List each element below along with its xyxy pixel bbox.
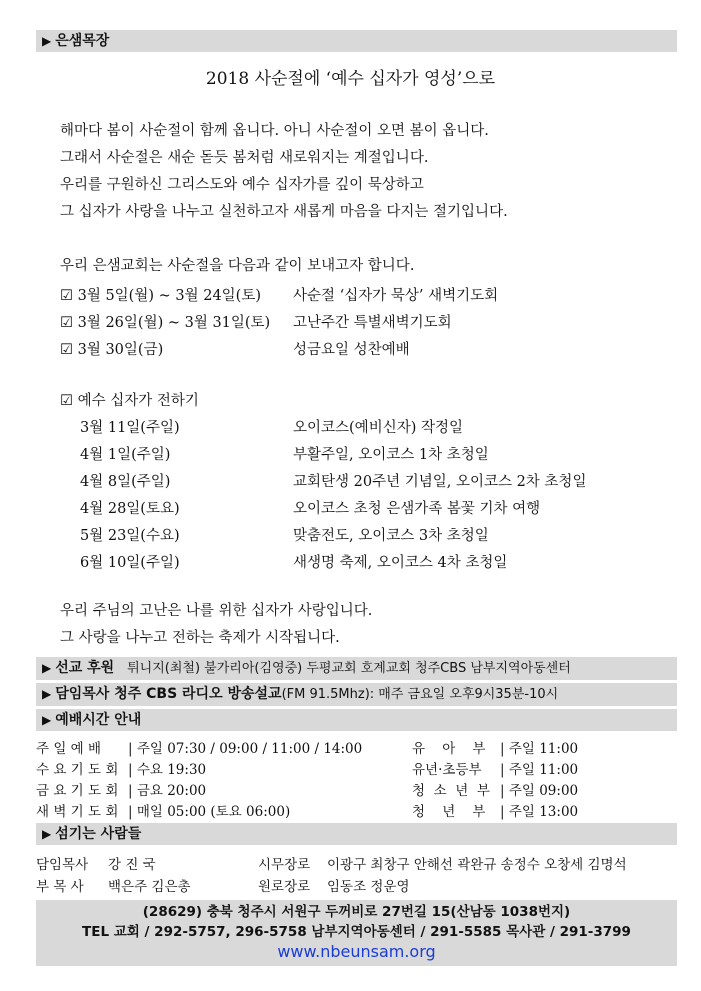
checkbox-icon: ☑ <box>60 315 73 331</box>
worship-name: 유 아 부 <box>412 741 486 757</box>
worship-time: | 수요 19:30 <box>128 762 207 778</box>
triangle-right-icon: ▶ <box>42 34 52 48</box>
triangle-right-icon: ▶ <box>42 687 52 701</box>
worship-name: 수 요 기 도 회 <box>36 762 119 778</box>
footer-address: (28629) 충북 청주시 서원구 두꺼비로 27번길 15(산남동 1038번지) <box>142 904 571 920</box>
mission-bar <box>36 657 677 680</box>
worship-name: 금 요 기 도 회 <box>36 783 119 799</box>
cross-event-desc: 오이코스(예비신자) 작정일 <box>293 420 463 436</box>
worship-time: | 주일 11:00 <box>500 741 579 757</box>
closing-line: 우리 주님의 고난은 나를 위한 십자가 사랑입니다. <box>60 603 373 619</box>
worship-label: 예배시간 안내 <box>55 712 142 728</box>
cross-event-date: 4월 1일(주일) <box>80 447 171 463</box>
footer-phones: TEL 교회 / 292-5757, 296-5758 남부지역아동센터 / 291-5585 목사관 / 291-3799 <box>82 924 631 940</box>
cross-event-date: 4월 8일(주일) <box>80 474 171 490</box>
worship-name: 유년·초등부 <box>412 762 482 778</box>
checkbox-icon: ☑ <box>60 288 73 304</box>
elder-role: 시무장로 <box>258 857 311 873</box>
server-names: 백은주 김은총 <box>108 879 191 895</box>
mission-label: 선교 후원 <box>55 660 115 676</box>
plan-item <box>60 311 270 332</box>
cross-event-date: 6월 10일(주일) <box>80 555 180 571</box>
plan-desc: 사순절 ‘십자가 묵상’ 새벽기도회 <box>293 288 499 304</box>
elder-names: 임동조 정운영 <box>327 879 410 895</box>
plan-item <box>60 284 261 305</box>
server-role: 부 목 사 <box>36 879 84 895</box>
triangle-right-icon: ▶ <box>42 713 52 727</box>
cross-event-desc: 맞춤전도, 오이코스 3차 초청일 <box>293 528 489 544</box>
worship-time: | 금요 20:00 <box>128 783 207 799</box>
triangle-right-icon: ▶ <box>42 661 52 675</box>
server-names: 강 진 국 <box>108 857 156 873</box>
plan-desc: 성금요일 성찬예배 <box>293 342 410 358</box>
closing-line: 그 사랑을 나누고 전하는 축제가 시작됩니다. <box>60 630 340 646</box>
plan-date: 3월 26일(월) ~ 3월 31일(토) <box>77 315 271 331</box>
plan-desc: 고난주간 특별새벽기도회 <box>293 315 452 331</box>
worship-time: | 주일 11:00 <box>500 762 579 778</box>
worship-time: | 주일 13:00 <box>500 804 579 820</box>
worship-name: 새 벽 기 도 회 <box>36 804 119 820</box>
cross-event-date: 4월 28일(토요) <box>80 501 180 517</box>
section-header-label: 은샘목장 <box>55 33 110 49</box>
triangle-right-icon: ▶ <box>42 827 52 841</box>
worship-name: 청 소 년 부 <box>412 783 490 799</box>
intro-line: 우리를 구원하신 그리스도와 예수 십자가를 깊이 묵상하고 <box>60 177 424 193</box>
cross-event-date: 3월 11일(주일) <box>80 420 180 436</box>
checkbox-icon: ☑ <box>60 342 73 358</box>
intro-line: 그 십자가 사랑을 나누고 실천하고자 새롭게 마음을 다지는 절기입니다. <box>60 204 508 220</box>
intro-line: 해마다 봄이 사순절이 함께 옵니다. 아니 사순절이 오면 봄이 옵니다. <box>60 123 489 139</box>
worship-time: | 주일 07:30 / 09:00 / 11:00 / 14:00 <box>128 741 363 757</box>
radio-label: 담임목사 청주 CBS 라디오 방송설교 <box>55 686 282 702</box>
plan-date: 3월 5일(월) ~ 3월 24일(토) <box>77 288 261 304</box>
elder-names: 이광구 최창구 안해선 곽완규 송정수 오창세 김명석 <box>327 857 627 873</box>
radio-bar <box>36 683 677 706</box>
cross-event-date: 5월 23일(수요) <box>80 528 180 544</box>
worship-time: | 주일 09:00 <box>500 783 579 799</box>
worship-bar <box>36 709 677 731</box>
radio-text: (FM 91.5Mhz): 매주 금요일 오후9시35분-10시 <box>281 687 559 702</box>
plan-item <box>60 338 163 359</box>
server-role: 담임목사 <box>36 857 89 873</box>
cross-event-desc: 부활주일, 오이코스 1차 초청일 <box>293 447 489 463</box>
cross-event-desc: 오이코스 초청 은샘가족 봄꽃 기차 여행 <box>293 501 541 517</box>
worship-name: 청 년 부 <box>412 804 486 820</box>
section-header <box>36 30 677 52</box>
website-link[interactable]: www.nbeunsam.org <box>277 942 436 961</box>
page-title: 2018 사순절에 ‘예수 십자가 영성’으로 <box>205 69 496 89</box>
servers-label: 섬기는 사람들 <box>55 826 142 842</box>
footer <box>36 900 677 966</box>
elder-role: 원로장로 <box>258 879 311 895</box>
worship-time: | 매일 05:00 (토요 06:00) <box>128 804 291 820</box>
servers-bar <box>36 823 677 845</box>
cross-event-desc: 교회탄생 20주년 기념일, 오이코스 2차 초청일 <box>293 474 587 490</box>
intro-line: 그래서 사순절은 새순 돋듯 봄처럼 새로워지는 계절입니다. <box>60 150 429 166</box>
cross-heading: ☑ 예수 십자가 전하기 <box>60 393 199 409</box>
worship-name: 주 일 예 배 <box>36 741 102 757</box>
plan-date: 3월 30일(금) <box>77 342 164 358</box>
plan-intro: 우리 은샘교회는 사순절을 다음과 같이 보내고자 합니다. <box>60 258 415 274</box>
cross-event-desc: 새생명 축제, 오이코스 4차 초청일 <box>293 555 508 571</box>
mission-text: 튀니지(최철) 불가리아(김영중) 두평교회 호계교회 청주CBS 남부지역아동센터 <box>127 661 571 676</box>
